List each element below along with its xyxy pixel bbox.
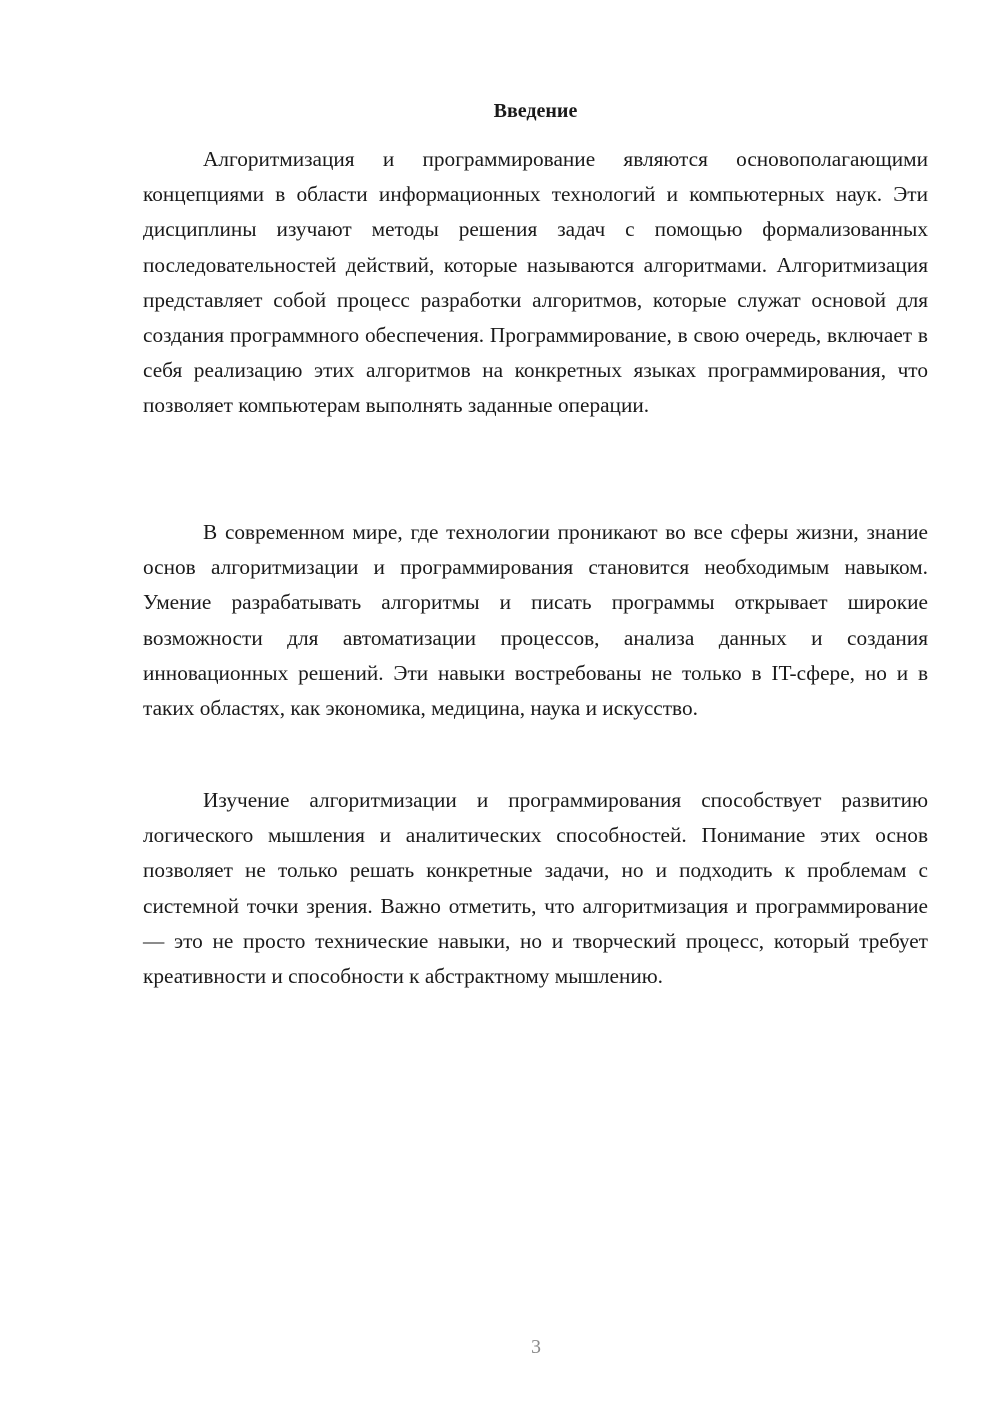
paragraph-2: В современном мире, где технологии проникают во все сферы жизни, знание основ алгоритмизации и программирования становится необходимым навыком. Умение разрабатывать алгоритмы и писать программы открывает широкие возможности для автоматизации процессов, анализа данных и создания инновационных решений. Эти навыки востребованы не только в IT-сфере, но и в таких областях, как экономика, медицина, наука и искусство. [143, 520, 928, 721]
paragraph-3: Изучение алгоритмизации и программирования способствует развитию логического мышления и аналитических способностей. Понимание этих основ позволяет не только решать конкретные задачи, но и подходить к проблемам с системной точки зрения. Важно отметить, что алгоритмизация и программирование — это не просто технические навыки, но и творческий процесс, который требует креативности и способности к абстрактному мышлению. [143, 788, 928, 989]
paragraph-1: Алгоритмизация и программирование являются основополагающими концепциями в области информационных технологий и компьютерных наук. Эти дисциплины изучают методы решения задач с помощью формализованных последовательностей действий, которые называются алгоритмами. Алгоритмизация представляет собой процесс разработки алгоритмов, которые служат основой для создания программного обеспечения. Программирование, в свою очередь, включает в себя реализацию этих алгоритмов на конкретных языках программирования, что позволяет компьютерам выполнять заданные операции. [143, 147, 928, 418]
page-number: 3 [531, 1336, 541, 1358]
section-heading: Введение [493, 100, 578, 122]
